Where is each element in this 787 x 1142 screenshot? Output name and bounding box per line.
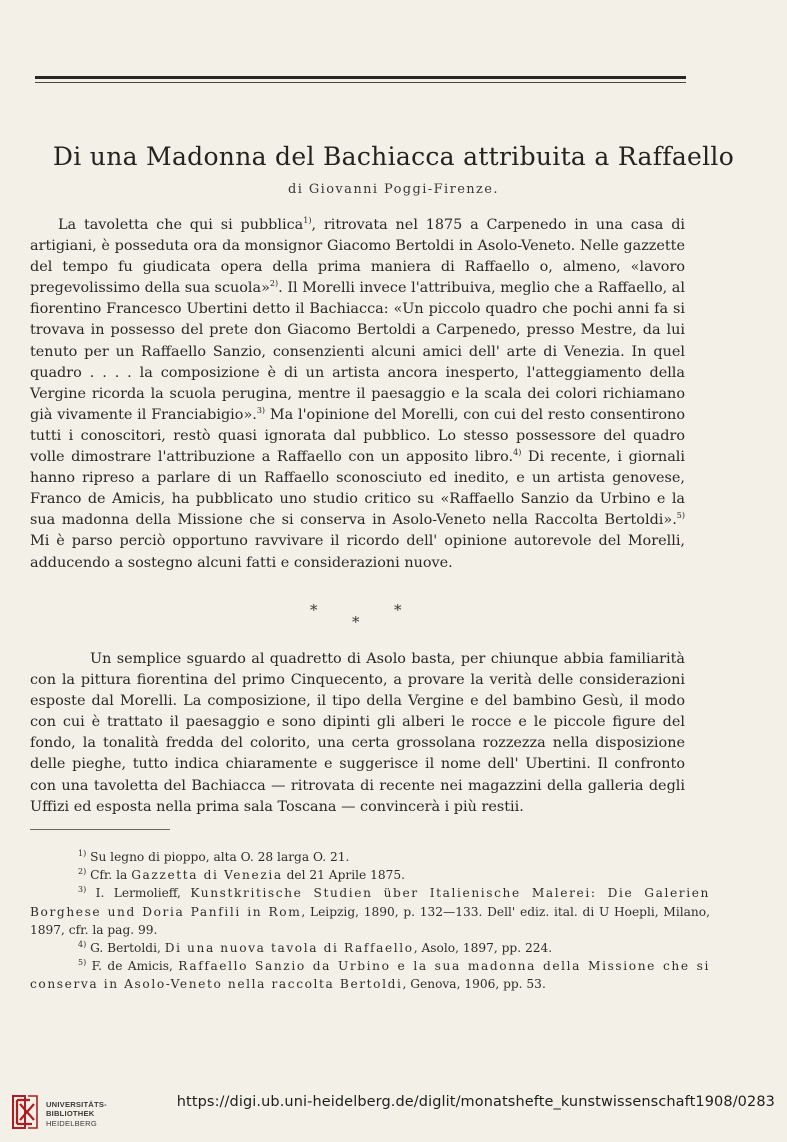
article-title: Di una Madonna del Bachiacca attribuita a Raffaello [52, 142, 735, 171]
library-name-line-3: HEIDELBERG [46, 1118, 97, 1128]
footnote-ref-5: 5) [676, 511, 685, 521]
footnote-5-source: Raffaello Sanzio da Urbino e la sua madonna della Missione che si conserva in Asolo-Veneto nella raccolta Bertoldi [30, 959, 710, 992]
footnote-2-source: Gazzetta di Venezia [131, 868, 283, 883]
library-logo[interactable] [10, 1092, 180, 1132]
header-rule-thick [35, 76, 686, 79]
footnote-3-text-a: I. Lermolieff, [86, 886, 191, 901]
paragraph-2: Un semplice sguardo al quadretto di Asolo basta, per chiunque abbia familiarità con la pittura fiorentina del primo Cinquecento, a provare la verità delle considerazioni esposte dal Morelli. La composizione, il tipo della Vergine e del bambino Gesù, il modo con cui è trattato il paesaggio e sono dipinti gli alberi le rocce e le piccole figure del fondo, la tonalità fredda del colorito, una certa grossolana rozzezza nella disposizione delle pieghe, tutto indica chiaramente e suggerisce il nome dell' Ubertini. Il confronto con una tavoletta del Bachiacca — ritrovata di recente nei magazzini della galleria degli Uffizi ed esposta nella prima sala Toscana — convincerà i più restii. [30, 651, 685, 815]
footnote-1-text: Su legno di pioppo, alta O. 28 larga O. 21. [86, 850, 350, 864]
footnote-2-text-c: del 21 Aprile 1875. [282, 868, 405, 883]
footnote-ref-2: 2) [269, 279, 279, 289]
paragraph-1-part-2: , ritrovata nel 1875 a Carpenedo in una casa di artigiani, è posseduta ora da monsignor Giacomo Bertoldi in Asolo-Veneto. Nelle gazzette del tempo fu giudicata opera della prima maniera di Raffaello o, almeno, «lavoro pregevolissimo della sua scuola» [30, 217, 686, 297]
paragraph-1-part-4: Ma l'opinione del Morelli, con cui del resto consentirono tutti i conoscitori, restò quasi ignorata dal pubblico. Lo stesso possessore del quadro volle dimostrare l'attribuzione a Raffaello con un apposito libro. [30, 406, 685, 466]
footnote-5 [30, 957, 710, 993]
header-rule-thin [35, 82, 686, 83]
footnote-1-mark: 1) [78, 848, 87, 858]
paragraph-1-part-6: Mi è parso perciò opportuno ravvivare il ricordo dell' opinione autorevole del Morelli, adducendo a sostegno alcuni fatti e considerazioni nuove. [30, 533, 685, 571]
footnote-3 [30, 884, 710, 939]
footnote-5-mark: 5) [78, 958, 87, 968]
library-name-line-1: UNIVERSITÄTS- [46, 1100, 107, 1109]
footnote-4-mark: 4) [78, 939, 87, 949]
footnote-4-text-c: , Asolo, 1897, pp. 224. [413, 941, 553, 956]
footnote-3-mark: 3) [78, 885, 87, 895]
paragraph-1 [30, 215, 685, 574]
footnotes [30, 848, 710, 994]
section-asterisk-center: * [352, 613, 360, 631]
footnote-ref-1: 1) [303, 216, 312, 226]
section-asterisk-right: * [394, 601, 402, 619]
footnote-3-source: Kunstkritische Studien über Italienische Malerei: Die Galerien Borghese und Doria Panfili in Rom [30, 886, 710, 919]
footnote-rule [30, 829, 170, 830]
footnote-2-text-a: Cfr. la [86, 868, 132, 883]
footnote-4-text-a: G. Bertoldi, [86, 941, 165, 956]
source-url-link[interactable]: https://digi.ub.uni-heidelberg.de/diglit/monatshefte_kunstwissenschaft1908/0283 [176, 1094, 775, 1110]
footnote-2 [30, 866, 710, 884]
footnote-ref-4: 4) [513, 448, 522, 458]
paragraph-1-part-1: La tavoletta che qui si pubblica [58, 217, 304, 233]
library-name [46, 1100, 107, 1128]
paragraph-1-part-5: Di recente, i giornali hanno ripreso a parlare di un Raffaello sconosciuto ed inedito, e un artista genovese, Franco de Amicis, ha pubblicato uno studio critico su «Raffaello Sanzio da Urbino e la sua madonna della Missione che si conserva in Asolo-Veneto nella Raccolta Bertoldi». [30, 449, 685, 529]
article-byline: di Giovanni Poggi-Firenze. [288, 182, 499, 197]
library-seal-icon [10, 1094, 40, 1130]
library-name-line-2: BIBLIOTHEK [46, 1109, 95, 1119]
section-asterisk-left: * [310, 601, 318, 619]
footnote-4-source: Di una nuova tavola di Raffaello [164, 941, 414, 956]
footnote-5-text-a: F. de Amicis, [86, 959, 179, 974]
footnote-ref-3: 3) [256, 406, 266, 416]
footnote-2-mark: 2) [78, 867, 87, 877]
footnote-1 [30, 848, 710, 866]
footnote-3-text-c: , Leipzig, 1890, p. 132—133. Dell' ediz. ital. di U Hoepli, Milano, 1897, cfr. la pag. 99. [30, 904, 710, 937]
paragraph-1-part-3: . Il Morelli invece l'attribuiva, meglio che a Raffaello, al fiorentino Francesco Ubertini detto il Bachiacca: «Un piccolo quadro che pochi anni fa si trovava in possesso del prete don Giacomo Bertoldi a Carpenedo, presso Mestre, da lui tenuto per un Raffaello Sanzio, consenzienti alcuni amici dell' arte di Venezia. In quel quadro . . . . la composizione è di un artista ancora inesperto, l'atteggiamento della Vergine ricorda la scuola perugina, mentre il paesaggio e la scala dei colori richiamano già vivamente il Franciabigio». [30, 280, 685, 423]
footnote-5-text-c: , Genova, 1906, pp. 53. [402, 977, 546, 992]
footnote-4 [30, 939, 710, 957]
